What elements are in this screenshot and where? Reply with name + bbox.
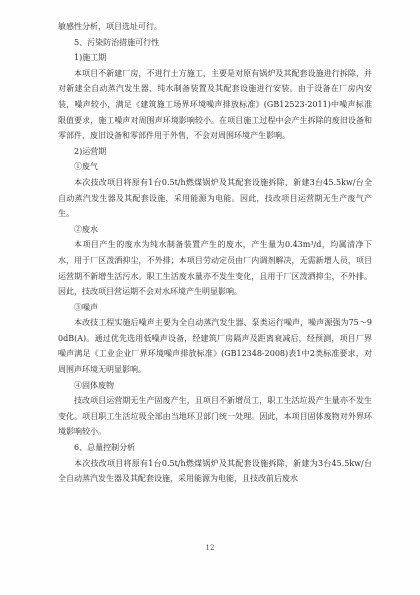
section-heading: 6、总量控制分析 <box>74 443 136 453</box>
body-paragraph: 本项目不新建厂房，不进行土方施工，主要是对原有锅炉及其配套设施进行拆除，并对新建全自动蒸汽发生器、纯水制备装置及其配套设施进行安装。由于设备在厂房内安装，噪声较小，满足《建筑施工场界环境噪声排放标准》(GB12523-2011)中噪声标准限值要求，施工噪声对周围声环境影响较小。在项目施工过程中会产生拆除的废旧设备和零部件，废旧设备和零部件用于外售，不会对周围环境产生影响。 <box>58 68 372 141</box>
section-heading: 5、污染防治措施可行性 <box>74 37 160 47</box>
page-number: 12 <box>205 544 215 552</box>
section-heading: ②废水 <box>74 224 98 234</box>
text-line: 敏感性分析，项目选址可行。 <box>58 22 162 31</box>
body-paragraph: 本改技工程实施后噪声主要为全自动蒸汽发生器、泵类运行噪声，噪声源强为75～90dB(A)。通过优先选用低噪声设备，经建筑厂房隔声及距离衰减后，经预测，项目厂界噪声满足《工业企业厂界环境噪声排放标准》(GB12348-2008)表1中2类标准要求，对周围声环境无明显影响。 <box>58 318 372 375</box>
section-heading: ③噪声 <box>74 302 98 312</box>
body-paragraph: 本次技改项目将原有1台0.5t/h燃煤锅炉及其配套设施拆除，新建3台45.5kw/台全自动蒸汽发生器及其配套设施，采用能源为电能。因此，技改项目运营期无生产废气产生。 <box>58 177 372 219</box>
section-heading: 2)运营期 <box>74 146 107 156</box>
body-paragraph: 技改项目运营期无生产固废产生，且项目不新增员工，职工生活垃圾产生量亦不发生变化。项目职工生活垃圾全部由当地环卫部门统一处理。因此，本项目固体废物对外界环境影响较小。 <box>58 396 372 437</box>
body-paragraph: 本次技改项目将原有1台0.5t/h燃煤锅炉及其配套设施拆除，新建为3台45.5kw/台全自动蒸汽发生器及其配套设施，采用能源为电能，且技改前后废水 <box>58 458 372 484</box>
section-heading: 1)施工期 <box>74 53 107 63</box>
document-body <box>58 19 372 487</box>
body-paragraph: 本项目产生的废水为纯水制备装置产生的废水，产生量为0.43m³/d，均属清净下水，用于厂区泼洒抑尘，不外排；本项目劳动定员由厂内调剂解决，无需新增人员，项目运营期不新增生活污水。职工生活废水量亦不发生变化，且用于厂区泼洒抑尘，不外排。因此，技改项目营运期不会对水环境产生明显影响。 <box>58 240 372 297</box>
section-heading: ①废气 <box>74 162 98 172</box>
section-heading: ④固体废物 <box>74 380 114 390</box>
